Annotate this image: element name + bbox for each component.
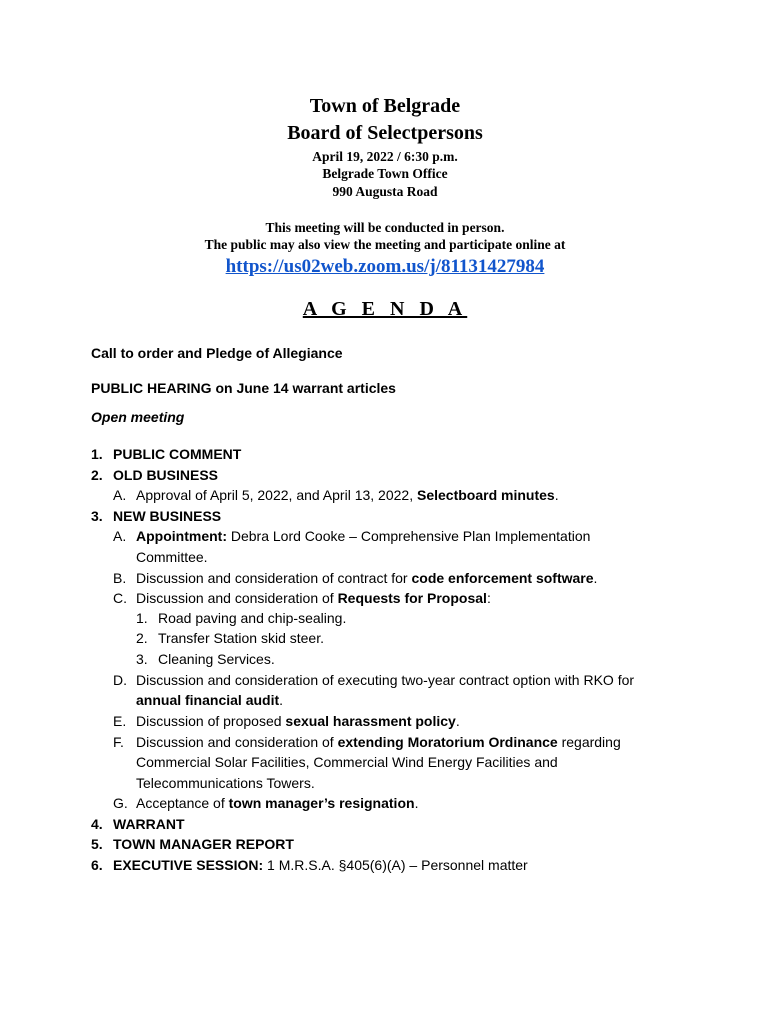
- item-executive-session: [113, 857, 528, 873]
- item-number: 4.: [91, 816, 103, 832]
- meeting-location: Belgrade Town Office: [322, 166, 448, 181]
- item-public-comment: PUBLIC COMMENT: [113, 446, 242, 462]
- item-new-business: NEW BUSINESS: [113, 508, 222, 524]
- rfp-skid-steer: Transfer Station skid steer.: [158, 630, 324, 646]
- item-number: 6.: [91, 857, 103, 873]
- rfp-number: 2.: [136, 630, 148, 646]
- rfp-cleaning: Cleaning Services.: [158, 651, 275, 667]
- subitem-text: Debra Lord Cooke – Comprehensive Plan Implementation: [226, 528, 591, 544]
- subitem-text: Discussion and consideration of: [136, 734, 338, 750]
- subitem-appointment-cont: Committee.: [136, 549, 208, 565]
- subitem-bold-text: Appointment:: [136, 528, 227, 544]
- open-meeting: Open meeting: [91, 409, 185, 425]
- item-warrant: WARRANT: [113, 816, 185, 832]
- subitem-text: :: [486, 590, 491, 606]
- subitem-letter: D.: [113, 672, 127, 688]
- item-number: 2.: [91, 467, 103, 483]
- subitem-text: .: [593, 570, 598, 586]
- online-notice: The public may also view the meeting and participate online at: [204, 237, 566, 252]
- subitem-text: .: [455, 713, 460, 729]
- item-bold-text: EXECUTIVE SESSION:: [113, 857, 264, 873]
- subitem-letter: G.: [113, 795, 128, 811]
- subitem-harassment-policy: [136, 713, 460, 729]
- zoom-link[interactable]: https://us02web.zoom.us/j/81131427984: [225, 256, 545, 277]
- item-text: 1 M.R.S.A. §405(6)(A) – Personnel matter: [263, 857, 528, 873]
- rfp-road-paving: Road paving and chip-sealing.: [158, 610, 347, 626]
- item-number: 5.: [91, 836, 103, 852]
- item-old-business: OLD BUSINESS: [113, 467, 219, 483]
- subitem-text: Discussion and consideration of contract for: [136, 570, 412, 586]
- rfp-number: 3.: [136, 651, 148, 667]
- subitem-bold-text: annual financial audit: [136, 692, 280, 708]
- item-number: 3.: [91, 508, 103, 524]
- subitem-text: .: [414, 795, 419, 811]
- public-hearing: PUBLIC HEARING on June 14 warrant articles: [91, 380, 396, 396]
- subitem-text: regarding: [557, 734, 621, 750]
- rfp-number: 1.: [136, 610, 148, 626]
- meeting-address: 990 Augusta Road: [332, 184, 438, 199]
- subitem-text: Discussion and consideration of: [136, 590, 338, 606]
- subitem-moratorium: [136, 734, 621, 750]
- subitem-letter: E.: [113, 713, 127, 729]
- subitem-text: Acceptance of: [136, 795, 229, 811]
- agenda-heading: A G E N D A: [302, 298, 468, 320]
- subitem-appointment: [136, 528, 590, 544]
- subitem-text: .: [554, 487, 559, 503]
- item-town-manager-report: TOWN MANAGER REPORT: [113, 836, 294, 852]
- subitem-resignation: [136, 795, 418, 811]
- subitem-text: .: [279, 692, 284, 708]
- subitem-text: Approval of April 5, 2022, and April 13, 2022,: [136, 487, 417, 503]
- in-person-notice: This meeting will be conducted in person.: [265, 220, 505, 235]
- subitem-moratorium-cont: Commercial Solar Facilities, Commercial Wind Energy Facilities and: [136, 754, 558, 770]
- subitem-moratorium-cont: Telecommunications Towers.: [136, 775, 315, 791]
- subitem-letter: C.: [113, 590, 127, 606]
- subitem-letter: A.: [113, 487, 127, 503]
- board-title: Board of Selectpersons: [287, 122, 483, 144]
- subitem-letter: B.: [113, 570, 127, 586]
- subitem-text: Discussion of proposed: [136, 713, 286, 729]
- subitem-bold-text: sexual harassment policy: [285, 713, 456, 729]
- subitem-bold-text: extending Moratorium Ordinance: [337, 734, 558, 750]
- call-to-order: Call to order and Pledge of Allegiance: [91, 345, 343, 361]
- subitem-minutes-approval: [136, 487, 559, 503]
- subitem-audit-cont: [136, 692, 283, 708]
- subitem-bold-text: code enforcement software: [411, 570, 594, 586]
- subitem-code-enforcement: [136, 570, 597, 586]
- subitem-letter: F.: [113, 734, 124, 750]
- subitem-bold-text: Requests for Proposal: [337, 590, 487, 606]
- meeting-datetime: April 19, 2022 / 6:30 p.m.: [312, 149, 458, 164]
- subitem-bold-text: town manager’s resignation: [228, 795, 415, 811]
- subitem-letter: A.: [113, 528, 127, 544]
- subitem-rfp: [136, 590, 491, 606]
- subitem-audit: Discussion and consideration of executing two-year contract option with RKO for: [136, 672, 635, 688]
- town-title: Town of Belgrade: [309, 95, 461, 117]
- subitem-bold-text: Selectboard minutes: [416, 487, 555, 503]
- item-number: 1.: [91, 446, 103, 462]
